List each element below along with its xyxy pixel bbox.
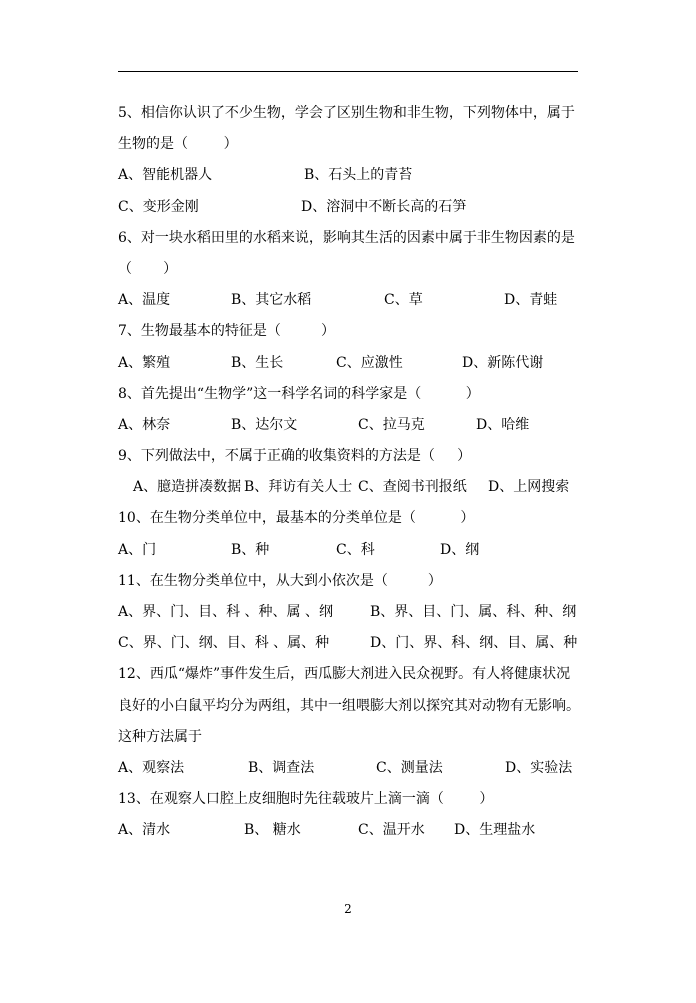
question-list <box>118 98 588 847</box>
question-10-stem: 10、在生物分类单位中，最基本的分类单位是（ ） <box>118 510 475 527</box>
option-d: D、上网搜索 <box>488 479 570 496</box>
page-number: 2 <box>344 902 352 916</box>
option-c: C、测量法 <box>376 759 443 776</box>
option-a: A、界、门、目、科 、种、属 、纲 <box>118 604 334 620</box>
question-5-stem-line-1: 5、相信你认识了不少生物，学会了区别生物和非生物，下列物体中，属于 <box>118 105 575 121</box>
option-a: A、臆造拼凑数据 <box>133 479 242 496</box>
option-c: C、变形金刚 <box>118 198 199 215</box>
question-5-stem-line-2: 生物的是（ ） <box>118 136 238 153</box>
option-a: A、门 <box>118 541 157 558</box>
option-c: C、界、门、纲、目、科 、属、种 <box>118 635 330 652</box>
option-c: C、拉马克 <box>358 416 425 433</box>
question-13-options-row <box>118 815 588 846</box>
option-a: A、观察法 <box>118 759 185 776</box>
option-d: D、实验法 <box>505 759 573 776</box>
option-a: A、林奈 <box>118 416 171 433</box>
question-5-options-row-1 <box>118 160 588 191</box>
option-a: A、温度 <box>118 292 171 309</box>
question-9-stem: 9、下列做法中，不属于正确的收集资料的方法是（ ） <box>118 448 472 465</box>
question-9-options-row <box>118 472 588 503</box>
option-c: C、草 <box>384 292 423 309</box>
option-d: D、生理盐水 <box>454 822 536 839</box>
option-b: B、 糖水 <box>244 822 301 839</box>
question-5-options-row-2 <box>118 192 588 223</box>
question-12-options-row <box>118 753 588 784</box>
question-7-options-row <box>118 348 588 379</box>
option-d: D、门、界、科、纲、目、属、种 <box>370 635 578 652</box>
question-10-options-row <box>118 535 588 566</box>
option-d: D、哈维 <box>476 416 530 433</box>
option-d: D、青蛙 <box>504 292 558 309</box>
option-a: A、繁殖 <box>118 354 171 371</box>
option-b: B、种 <box>231 541 270 558</box>
question-11-options-row-1 <box>118 597 588 628</box>
question-8-options-row <box>118 410 588 441</box>
question-7-stem: 7、生物最基本的特征是（ ） <box>118 323 335 340</box>
option-c: C、应激性 <box>336 354 403 371</box>
option-b: B、拜访有关人士 <box>244 479 353 496</box>
option-d: D、溶洞中不断长高的石笋 <box>301 198 467 215</box>
option-b: B、其它水稻 <box>231 292 312 309</box>
question-6-stem-line-2: （ ） <box>118 260 178 277</box>
option-c: C、温开水 <box>358 822 425 839</box>
option-c: C、查阅书刊报纸 <box>358 479 467 496</box>
question-12-stem-line-2: 良好的小白鼠平均分为两组，其中一组喂膨大剂以探究其对动物有无影响。 <box>118 697 580 714</box>
option-b: B、生长 <box>231 354 284 371</box>
question-6-options-row <box>118 285 588 316</box>
question-6-stem-line-1: 6、对一块水稻田里的水稻来说，影响其生活的因素中属于非生物因素的是 <box>118 229 575 246</box>
header-rule <box>118 71 578 72</box>
option-a: A、智能机器人 <box>118 167 213 184</box>
question-12-stem-line-3: 这种方法属于 <box>118 728 202 745</box>
option-b: B、调查法 <box>248 759 315 776</box>
option-c: C、科 <box>336 541 375 558</box>
question-11-stem: 11、在生物分类单位中，从大到小依次是（ ） <box>118 572 442 589</box>
question-8-stem: 8、首先提出“生物学”这一科学名词的科学家是（ ） <box>118 385 480 402</box>
question-13-stem: 13、在观察人口腔上皮细胞时先往载玻片上滴一滴（ ） <box>118 791 494 808</box>
option-b: B、石头上的青苔 <box>304 167 413 184</box>
option-d: D、新陈代谢 <box>462 354 544 371</box>
option-d: D、纲 <box>440 541 480 558</box>
option-b: B、达尔文 <box>231 416 298 433</box>
question-11-options-row-2 <box>118 628 588 659</box>
option-a: A、清水 <box>118 822 171 839</box>
option-b: B、界、目、门、属、科、种、纲 <box>370 604 577 620</box>
question-12-stem-line-1: 12、西瓜“爆炸”事件发生后，西瓜膨大剂进入民众视野。有人将健康状况 <box>118 666 571 683</box>
